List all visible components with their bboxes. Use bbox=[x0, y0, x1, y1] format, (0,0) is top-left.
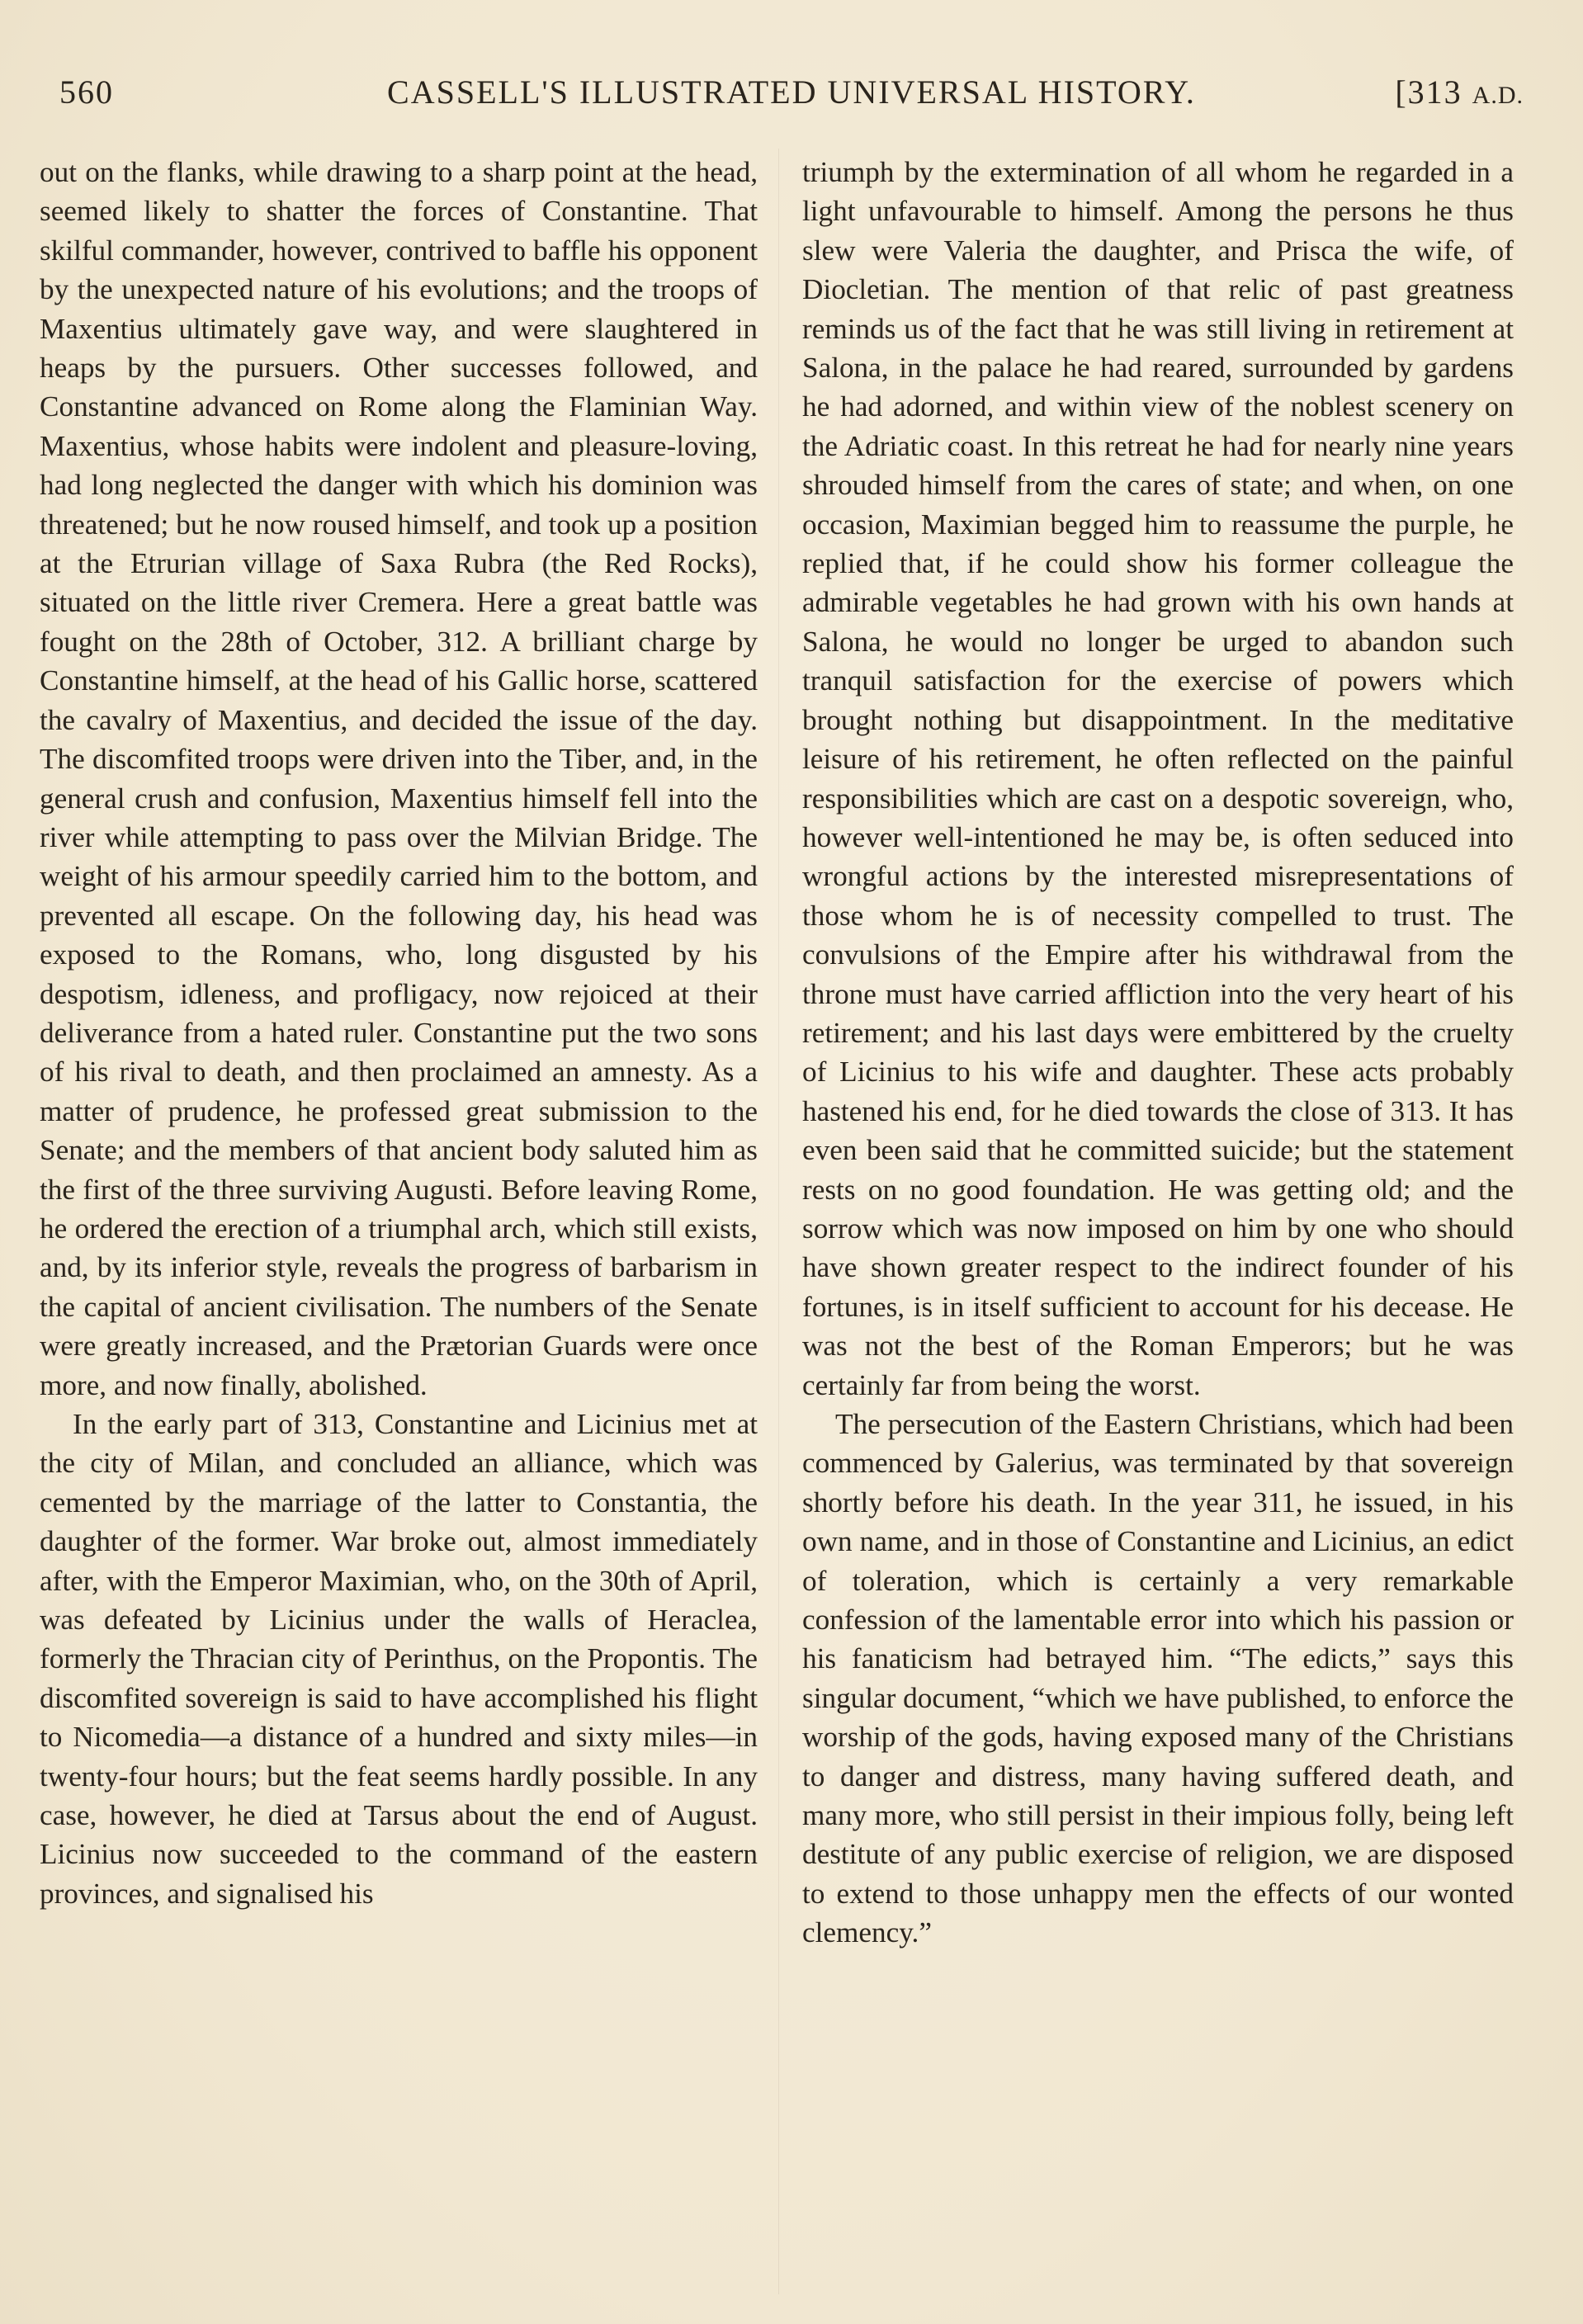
running-header bbox=[59, 73, 1524, 122]
era-marker bbox=[1395, 73, 1524, 111]
paragraph: triumph by the extermination of all whom he regarded in a light unfavourable to himself. Among the persons he thus slew were Valeria the daughter, and Prisca the wife, of Diocletian. The mention of that relic of past greatness reminds us of the fact that he was still living in retirement at Salona, in the palace he had reared, surrounded by gardens he had adorned, and within view of the noblest scenery on the Adriatic coast. In this retreat he had for nearly nine years shrouded himself from the cares of state; and when, on one occasion, Maximian begged him to reassume the purple, he replied that, if he could show his former colleague the admirable vegetables he had grown with his own hands at Salona, he would no longer be urged to abandon such tranquil satisfaction for the exercise of powers which brought nothing but disappointment. In the meditative leisure of his retirement, he often reflected on the painful responsibilities which are cast on a despotic sovereign, who, however well-intentioned he may be, is often seduced into wrongful actions by the interested misrepresentations of those whom he is of necessity compelled to trust. The convulsions of the Empire after his withdrawal from the throne must have carried affliction into the very heart of his retirement; and his last days were embittered by the cruelty of Licinius to his wife and daughter. These acts probably hastened his end, for he died towards the close of 313. It has even been said that he committed suicide; but the statement rests on no good foundation. He was getting old; and the sorrow which was now imposed on him by one who should have shown greater respect to the indirect founder of his fortunes, is in itself sufficient to account for his decease. He was not the best of the Roman Emperors; but he was certainly far from being the worst. bbox=[802, 156, 1514, 1401]
era-year: [313 bbox=[1395, 73, 1463, 111]
paragraph: In the early part of 313, Constantine and Licinius met at the city of Milan, and concluded an alliance, which was cemented by the marriage of the latter to Constantia, the daughter of the former. War broke out, almost immediately after, with the Emperor Maximian, who, on the 30th of April, was defeated by Licinius under the walls of Heraclea, formerly the Thracian city of Perinthus, on the Propontis. The discomfited sovereign is said to have accomplished his flight to Nicomedia—a distance of a hundred and sixty miles—in twenty-four hours; but the feat seems hardly possible. In any case, however, he died at Tarsus about the end of August. Licinius now succeeded to the command of the eastern provinces, and signalised his bbox=[40, 1408, 758, 1910]
right-column bbox=[802, 153, 1514, 1953]
paragraph: The persecution of the Eastern Christians, which had been commenced by Galerius, was terminated by that sovereign shortly before his death. In the year 311, he issued, in his own name, and in those of Constantine and Licinius, an edict of toleration, which is certainly a very remarkable confession of the lamentable error into which his passion or his fanaticism had betrayed him. “The edicts,” says this singular document, “which we have published, to enforce the worship of the gods, having exposed many of the Christians to danger and distress, many having suffered death, and many more, who still persist in their impious folly, being left destitute of any public exercise of religion, we are disposed to extend to those unhappy men the effects of our wonted clemency.” bbox=[802, 1408, 1514, 1949]
running-title: CASSELL'S ILLUSTRATED UNIVERSAL HISTORY. bbox=[387, 73, 1196, 111]
column-gutter bbox=[778, 149, 779, 2294]
page-number: 560 bbox=[59, 73, 114, 111]
left-column bbox=[40, 153, 758, 1913]
era-suffix: A.D. bbox=[1472, 82, 1524, 109]
paragraph: out on the flanks, while drawing to a sharp point at the head, seemed likely to shatter the forces of Constantine. That skilful commander, however, contrived to baffle his opponent by the unexpected nature of his evolutions; and the troops of Maxentius ultimately gave way, and were slaughtered in heaps by the pursuers. Other successes followed, and Constantine advanced on Rome along the Flaminian Way. Maxentius, whose habits were indolent and pleasure-loving, had long neglected the danger with which his dominion was threatened; but he now roused himself, and took up a position at the Etrurian village of Saxa Rubra (the Red Rocks), situated on the little river Cremera. Here a great battle was fought on the 28th of October, 312. A brilliant charge by Constantine himself, at the head of his Gallic horse, scattered the cavalry of Maxentius, and decided the issue of the day. The discomfited troops were driven into the Tiber, and, in the general crush and confusion, Maxentius himself fell into the river while attempting to pass over the Milvian Bridge. The weight of his armour speedily carried him to the bottom, and prevented all escape. On the following day, his head was exposed to the Romans, who, long disgusted by his despotism, idleness, and profligacy, now rejoiced at their deliverance from a hated ruler. Constantine put the two sons of his rival to death, and then proclaimed an amnesty. As a matter of prudence, he professed great submission to the Senate; and the members of that ancient body saluted him as the first of the three surviving Augusti. Before leaving Rome, he ordered the erection of a triumphal arch, which still exists, and, by its inferior style, reveals the progress of barbarism in the capital of ancient civilisation. The numbers of the Senate were greatly increased, and the Prætorian Guards were once more, and now finally, abolished. bbox=[40, 156, 758, 1401]
